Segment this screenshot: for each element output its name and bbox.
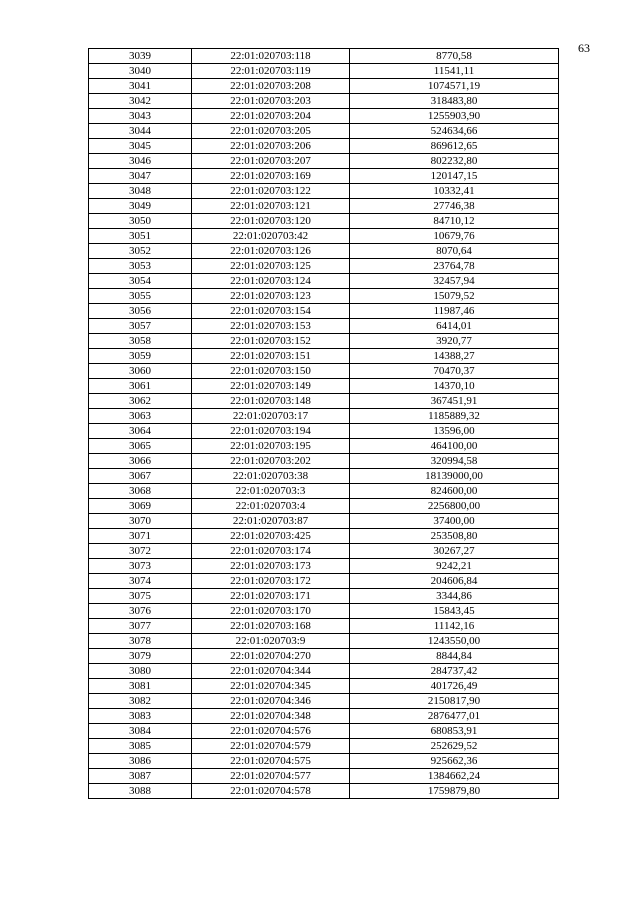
cadastral-number-cell: 22:01:020703:203 bbox=[192, 94, 350, 109]
row-number-cell: 3049 bbox=[89, 199, 192, 214]
row-number-cell: 3072 bbox=[89, 544, 192, 559]
cadastral-number-cell: 22:01:020704:348 bbox=[192, 709, 350, 724]
row-number-cell: 3045 bbox=[89, 139, 192, 154]
row-number-cell: 3071 bbox=[89, 529, 192, 544]
cadastral-number-cell: 22:01:020704:346 bbox=[192, 694, 350, 709]
cadastral-number-cell: 22:01:020704:344 bbox=[192, 664, 350, 679]
cadastral-number-cell: 22:01:020703:150 bbox=[192, 364, 350, 379]
table-row bbox=[89, 784, 559, 799]
row-number-cell: 3088 bbox=[89, 784, 192, 799]
table-row bbox=[89, 274, 559, 289]
cadastral-number-cell: 22:01:020704:577 bbox=[192, 769, 350, 784]
cadastral-value-cell: 1255903,90 bbox=[350, 109, 559, 124]
cadastral-number-cell: 22:01:020703:124 bbox=[192, 274, 350, 289]
row-number-cell: 3058 bbox=[89, 334, 192, 349]
table-row bbox=[89, 679, 559, 694]
row-number-cell: 3080 bbox=[89, 664, 192, 679]
table-row bbox=[89, 154, 559, 169]
cadastral-value-cell: 2150817,90 bbox=[350, 694, 559, 709]
cadastral-value-cell: 8070,64 bbox=[350, 244, 559, 259]
cadastral-number-cell: 22:01:020703:126 bbox=[192, 244, 350, 259]
row-number-cell: 3085 bbox=[89, 739, 192, 754]
cadastral-value-cell: 9242,21 bbox=[350, 559, 559, 574]
row-number-cell: 3074 bbox=[89, 574, 192, 589]
table-body bbox=[89, 49, 559, 799]
cadastral-number-cell: 22:01:020703:173 bbox=[192, 559, 350, 574]
row-number-cell: 3087 bbox=[89, 769, 192, 784]
table-row bbox=[89, 214, 559, 229]
cadastral-number-cell: 22:01:020703:168 bbox=[192, 619, 350, 634]
cadastral-value-cell: 15079,52 bbox=[350, 289, 559, 304]
cadastral-value-cell: 2256800,00 bbox=[350, 499, 559, 514]
cadastral-value-cell: 1759879,80 bbox=[350, 784, 559, 799]
row-number-cell: 3078 bbox=[89, 634, 192, 649]
cadastral-number-cell: 22:01:020703:205 bbox=[192, 124, 350, 139]
row-number-cell: 3081 bbox=[89, 679, 192, 694]
table-row bbox=[89, 364, 559, 379]
table-row bbox=[89, 499, 559, 514]
cadastral-number-cell: 22:01:020703:125 bbox=[192, 259, 350, 274]
cadastral-value-cell: 284737,42 bbox=[350, 664, 559, 679]
cadastral-value-cell: 869612,65 bbox=[350, 139, 559, 154]
row-number-cell: 3082 bbox=[89, 694, 192, 709]
cadastral-value-cell: 524634,66 bbox=[350, 124, 559, 139]
row-number-cell: 3062 bbox=[89, 394, 192, 409]
row-number-cell: 3046 bbox=[89, 154, 192, 169]
cadastral-value-cell: 70470,37 bbox=[350, 364, 559, 379]
cadastral-value-cell: 1074571,19 bbox=[350, 79, 559, 94]
cadastral-number-cell: 22:01:020703:207 bbox=[192, 154, 350, 169]
cadastral-value-cell: 464100,00 bbox=[350, 439, 559, 454]
table-row bbox=[89, 379, 559, 394]
cadastral-number-cell: 22:01:020703:195 bbox=[192, 439, 350, 454]
row-number-cell: 3065 bbox=[89, 439, 192, 454]
cadastral-number-cell: 22:01:020703:170 bbox=[192, 604, 350, 619]
cadastral-value-cell: 1243550,00 bbox=[350, 634, 559, 649]
cadastral-value-cell: 11541,11 bbox=[350, 64, 559, 79]
cadastral-number-cell: 22:01:020703:4 bbox=[192, 499, 350, 514]
cadastral-number-cell: 22:01:020703:204 bbox=[192, 109, 350, 124]
cadastral-value-cell: 1384662,24 bbox=[350, 769, 559, 784]
row-number-cell: 3055 bbox=[89, 289, 192, 304]
row-number-cell: 3076 bbox=[89, 604, 192, 619]
table-row bbox=[89, 514, 559, 529]
row-number-cell: 3067 bbox=[89, 469, 192, 484]
row-number-cell: 3044 bbox=[89, 124, 192, 139]
cadastral-value-cell: 23764,78 bbox=[350, 259, 559, 274]
cadastral-value-cell: 18139000,00 bbox=[350, 469, 559, 484]
row-number-cell: 3069 bbox=[89, 499, 192, 514]
cadastral-value-cell: 11987,46 bbox=[350, 304, 559, 319]
cadastral-value-cell: 120147,15 bbox=[350, 169, 559, 184]
cadastral-value-cell: 32457,94 bbox=[350, 274, 559, 289]
cadastral-value-cell: 27746,38 bbox=[350, 199, 559, 214]
row-number-cell: 3061 bbox=[89, 379, 192, 394]
cadastral-number-cell: 22:01:020703:169 bbox=[192, 169, 350, 184]
cadastral-value-cell: 367451,91 bbox=[350, 394, 559, 409]
row-number-cell: 3039 bbox=[89, 49, 192, 64]
table-row bbox=[89, 394, 559, 409]
row-number-cell: 3040 bbox=[89, 64, 192, 79]
cadastral-number-cell: 22:01:020703:9 bbox=[192, 634, 350, 649]
row-number-cell: 3083 bbox=[89, 709, 192, 724]
row-number-cell: 3066 bbox=[89, 454, 192, 469]
cadastral-number-cell: 22:01:020703:38 bbox=[192, 469, 350, 484]
cadastral-number-cell: 22:01:020704:579 bbox=[192, 739, 350, 754]
cadastral-number-cell: 22:01:020703:123 bbox=[192, 289, 350, 304]
table-row bbox=[89, 244, 559, 259]
table-row bbox=[89, 619, 559, 634]
table-row bbox=[89, 604, 559, 619]
cadastral-value-cell: 10679,76 bbox=[350, 229, 559, 244]
row-number-cell: 3068 bbox=[89, 484, 192, 499]
cadastral-value-cell: 925662,36 bbox=[350, 754, 559, 769]
cadastral-number-cell: 22:01:020703:122 bbox=[192, 184, 350, 199]
cadastral-number-cell: 22:01:020703:121 bbox=[192, 199, 350, 214]
table-row bbox=[89, 109, 559, 124]
cadastral-value-cell: 11142,16 bbox=[350, 619, 559, 634]
table-row bbox=[89, 754, 559, 769]
cadastral-value-cell: 802232,80 bbox=[350, 154, 559, 169]
cadastral-number-cell: 22:01:020703:194 bbox=[192, 424, 350, 439]
cadastral-number-cell: 22:01:020703:202 bbox=[192, 454, 350, 469]
row-number-cell: 3054 bbox=[89, 274, 192, 289]
table-row bbox=[89, 559, 559, 574]
cadastral-number-cell: 22:01:020703:425 bbox=[192, 529, 350, 544]
row-number-cell: 3073 bbox=[89, 559, 192, 574]
row-number-cell: 3059 bbox=[89, 349, 192, 364]
cadastral-value-cell: 824600,00 bbox=[350, 484, 559, 499]
cadastral-value-cell: 8844,84 bbox=[350, 649, 559, 664]
row-number-cell: 3056 bbox=[89, 304, 192, 319]
table-row bbox=[89, 229, 559, 244]
cadastral-number-cell: 22:01:020703:206 bbox=[192, 139, 350, 154]
cadastral-number-cell: 22:01:020703:153 bbox=[192, 319, 350, 334]
table-row bbox=[89, 484, 559, 499]
cadastral-value-cell: 84710,12 bbox=[350, 214, 559, 229]
table-row bbox=[89, 724, 559, 739]
cadastral-number-cell: 22:01:020704:575 bbox=[192, 754, 350, 769]
table-row bbox=[89, 124, 559, 139]
table-row bbox=[89, 349, 559, 364]
table-row bbox=[89, 424, 559, 439]
cadastral-value-cell: 8770,58 bbox=[350, 49, 559, 64]
row-number-cell: 3075 bbox=[89, 589, 192, 604]
cadastral-value-cell: 2876477,01 bbox=[350, 709, 559, 724]
cadastral-value-cell: 14388,27 bbox=[350, 349, 559, 364]
cadastral-value-cell: 1185889,32 bbox=[350, 409, 559, 424]
table-row bbox=[89, 259, 559, 274]
cadastral-number-cell: 22:01:020703:149 bbox=[192, 379, 350, 394]
table-row bbox=[89, 634, 559, 649]
cadastral-number-cell: 22:01:020703:208 bbox=[192, 79, 350, 94]
row-number-cell: 3051 bbox=[89, 229, 192, 244]
cadastral-value-table bbox=[88, 48, 559, 799]
row-number-cell: 3063 bbox=[89, 409, 192, 424]
table-row bbox=[89, 334, 559, 349]
table-row bbox=[89, 49, 559, 64]
table-row bbox=[89, 709, 559, 724]
table-row bbox=[89, 664, 559, 679]
table-row bbox=[89, 469, 559, 484]
cadastral-number-cell: 22:01:020703:17 bbox=[192, 409, 350, 424]
table-row bbox=[89, 289, 559, 304]
row-number-cell: 3060 bbox=[89, 364, 192, 379]
cadastral-value-cell: 204606,84 bbox=[350, 574, 559, 589]
row-number-cell: 3043 bbox=[89, 109, 192, 124]
row-number-cell: 3053 bbox=[89, 259, 192, 274]
table-row bbox=[89, 574, 559, 589]
cadastral-number-cell: 22:01:020703:174 bbox=[192, 544, 350, 559]
row-number-cell: 3047 bbox=[89, 169, 192, 184]
cadastral-value-cell: 37400,00 bbox=[350, 514, 559, 529]
cadastral-value-cell: 401726,49 bbox=[350, 679, 559, 694]
cadastral-number-cell: 22:01:020703:119 bbox=[192, 64, 350, 79]
cadastral-number-cell: 22:01:020704:270 bbox=[192, 649, 350, 664]
table-row bbox=[89, 529, 559, 544]
table-row bbox=[89, 769, 559, 784]
row-number-cell: 3050 bbox=[89, 214, 192, 229]
table-row bbox=[89, 649, 559, 664]
cadastral-value-cell: 13596,00 bbox=[350, 424, 559, 439]
cadastral-value-cell: 10332,41 bbox=[350, 184, 559, 199]
cadastral-value-cell: 6414,01 bbox=[350, 319, 559, 334]
cadastral-value-cell: 15843,45 bbox=[350, 604, 559, 619]
cadastral-value-cell: 252629,52 bbox=[350, 739, 559, 754]
cadastral-number-cell: 22:01:020703:152 bbox=[192, 334, 350, 349]
cadastral-number-cell: 22:01:020703:87 bbox=[192, 514, 350, 529]
table-row bbox=[89, 454, 559, 469]
table-row bbox=[89, 739, 559, 754]
table-row bbox=[89, 184, 559, 199]
cadastral-value-cell: 3344,86 bbox=[350, 589, 559, 604]
row-number-cell: 3077 bbox=[89, 619, 192, 634]
cadastral-number-cell: 22:01:020703:172 bbox=[192, 574, 350, 589]
row-number-cell: 3052 bbox=[89, 244, 192, 259]
row-number-cell: 3042 bbox=[89, 94, 192, 109]
row-number-cell: 3084 bbox=[89, 724, 192, 739]
cadastral-number-cell: 22:01:020704:576 bbox=[192, 724, 350, 739]
table-row bbox=[89, 94, 559, 109]
row-number-cell: 3057 bbox=[89, 319, 192, 334]
table-row bbox=[89, 544, 559, 559]
cadastral-value-cell: 680853,91 bbox=[350, 724, 559, 739]
row-number-cell: 3041 bbox=[89, 79, 192, 94]
cadastral-number-cell: 22:01:020703:118 bbox=[192, 49, 350, 64]
row-number-cell: 3086 bbox=[89, 754, 192, 769]
page-number: 63 bbox=[578, 41, 590, 55]
cadastral-number-cell: 22:01:020704:345 bbox=[192, 679, 350, 694]
table-row bbox=[89, 304, 559, 319]
cadastral-number-cell: 22:01:020703:154 bbox=[192, 304, 350, 319]
table-row bbox=[89, 439, 559, 454]
cadastral-value-cell: 318483,80 bbox=[350, 94, 559, 109]
cadastral-number-cell: 22:01:020703:151 bbox=[192, 349, 350, 364]
cadastral-value-cell: 14370,10 bbox=[350, 379, 559, 394]
table-row bbox=[89, 319, 559, 334]
table-row bbox=[89, 64, 559, 79]
cadastral-value-cell: 30267,27 bbox=[350, 544, 559, 559]
cadastral-number-cell: 22:01:020703:120 bbox=[192, 214, 350, 229]
cadastral-value-cell: 320994,58 bbox=[350, 454, 559, 469]
table-row bbox=[89, 589, 559, 604]
row-number-cell: 3070 bbox=[89, 514, 192, 529]
table-row bbox=[89, 409, 559, 424]
table-row bbox=[89, 79, 559, 94]
table-row bbox=[89, 199, 559, 214]
cadastral-number-cell: 22:01:020703:171 bbox=[192, 589, 350, 604]
table-row bbox=[89, 139, 559, 154]
cadastral-value-cell: 3920,77 bbox=[350, 334, 559, 349]
row-number-cell: 3064 bbox=[89, 424, 192, 439]
table-row bbox=[89, 169, 559, 184]
table-row bbox=[89, 694, 559, 709]
cadastral-number-cell: 22:01:020703:148 bbox=[192, 394, 350, 409]
cadastral-number-cell: 22:01:020703:42 bbox=[192, 229, 350, 244]
row-number-cell: 3079 bbox=[89, 649, 192, 664]
cadastral-number-cell: 22:01:020703:3 bbox=[192, 484, 350, 499]
row-number-cell: 3048 bbox=[89, 184, 192, 199]
cadastral-number-cell: 22:01:020704:578 bbox=[192, 784, 350, 799]
cadastral-value-cell: 253508,80 bbox=[350, 529, 559, 544]
